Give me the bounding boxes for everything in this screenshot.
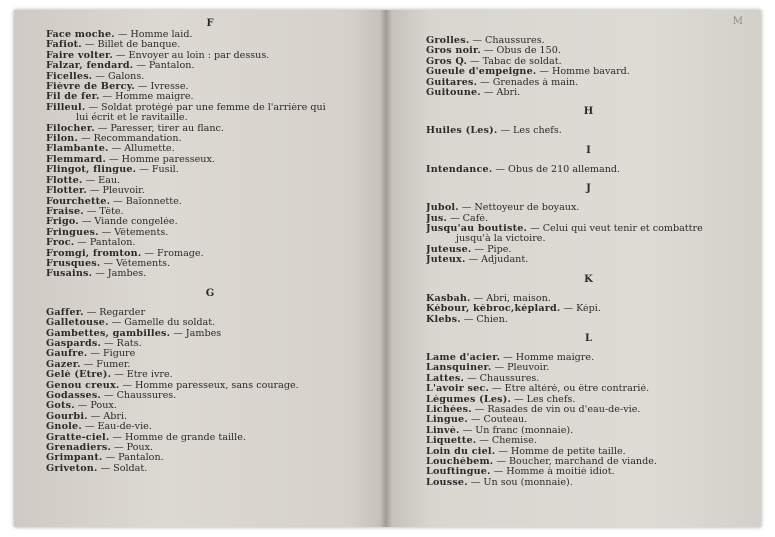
glossary-entry <box>46 464 374 474</box>
entry-dash: — <box>470 415 481 426</box>
book-spread <box>14 10 761 527</box>
entry-term: Jus. <box>426 213 448 224</box>
glossary-entry <box>426 395 751 405</box>
left-page <box>14 10 386 527</box>
glossary-entry <box>426 415 751 425</box>
entry-dash: — <box>493 467 504 478</box>
entry-dash: — <box>90 349 101 360</box>
entry-definition: Homme maigre. <box>515 352 595 363</box>
entry-definition: Figure <box>103 349 136 360</box>
entry-definition: Un franc (monnaie). <box>475 425 574 436</box>
glossary-entry <box>46 124 374 134</box>
entry-term: Faire volter. <box>46 50 113 61</box>
entry-dash: — <box>492 384 502 395</box>
entry-definition: Abri, maison. <box>486 293 551 304</box>
entry-dash: — <box>100 463 111 474</box>
entry-dash: — <box>479 436 489 447</box>
entry-term: Fusains. <box>46 269 93 280</box>
entry-dash: — <box>101 227 112 238</box>
entry-term: Jusqu'au boutiste. <box>426 224 528 235</box>
section-letter: I <box>586 144 591 156</box>
entry-definition: Fumer. <box>96 359 131 370</box>
glossary-entry <box>46 82 374 92</box>
entry-term: Fil de fer. <box>46 92 100 103</box>
entry-definition: Chaussures. <box>479 373 540 384</box>
entry-continuation: lui écrit et le ravitaille. <box>76 112 188 124</box>
glossary-entry <box>46 61 374 71</box>
glossary-entry <box>46 401 374 411</box>
entry-definition: Chaussures. <box>484 36 545 46</box>
entry-definition: Jambes. <box>107 269 147 280</box>
glossary-entry <box>46 197 374 207</box>
right-page <box>386 10 761 527</box>
entry-definition: Etre ivre. <box>126 370 173 381</box>
glossary-entry <box>46 155 374 165</box>
glossary-entry <box>46 443 374 453</box>
section-letter: K <box>584 273 593 285</box>
entry-dash: — <box>136 61 146 72</box>
glossary-entry <box>426 78 751 88</box>
entry-definition: Allumette. <box>124 144 175 155</box>
entry-dash: — <box>474 244 485 255</box>
entry-dash: — <box>115 50 126 61</box>
entry-definition: Homme bavard. <box>552 67 630 78</box>
entry-term: Lansquiner. <box>426 363 492 374</box>
section-gap <box>426 157 751 165</box>
entry-term: Klebs. <box>426 314 461 325</box>
entry-term: Huiles (Les). <box>426 126 498 137</box>
entry-definition: Tabac de soldat. <box>482 56 562 67</box>
glossary-entry <box>46 391 374 401</box>
glossary-entry <box>426 46 751 56</box>
entry-term: Gourbi. <box>46 411 88 422</box>
entry-term: Juteux. <box>426 255 466 266</box>
section-gap <box>426 266 751 274</box>
entry-term: Légumes (Les). <box>426 394 511 405</box>
entry-term: Fafiot. <box>46 40 82 51</box>
entry-definition: Chien. <box>476 314 508 325</box>
entry-dash: — <box>84 422 95 433</box>
glossary-entry <box>46 412 374 422</box>
entry-term: Grenadiers. <box>46 443 111 454</box>
entry-definition: Homme de grande taille. <box>124 432 246 443</box>
entry-dash: — <box>472 36 482 46</box>
entry-definition: Gamelle du soldat. <box>124 318 216 329</box>
entry-definition: Homme à moitié idiot. <box>506 467 615 478</box>
entry-dash: — <box>113 196 123 207</box>
entry-term: Intendance. <box>426 164 493 175</box>
entry-definition: Pantalon. <box>148 61 195 72</box>
entry-definition: Boucher, marchand de viande. <box>508 456 657 467</box>
entry-dash: — <box>514 394 524 405</box>
entry-term: Griveton. <box>46 463 98 474</box>
entry-dash: — <box>77 401 88 412</box>
glossary-entry <box>46 433 374 443</box>
entry-term: Fromgi, fromton. <box>46 248 142 259</box>
entry-definition: Soldat. <box>113 463 148 474</box>
glossary-entry <box>46 308 374 318</box>
glossary-entry <box>46 339 374 349</box>
section-gap <box>426 195 751 203</box>
entry-dash: — <box>480 77 490 88</box>
glossary-entry <box>426 88 751 98</box>
entry-dash: — <box>117 30 128 40</box>
section-gap <box>426 175 751 183</box>
entry-term: Galletouse. <box>46 318 109 329</box>
entry-definition: Chemise. <box>491 436 537 447</box>
entry-dash: — <box>563 304 574 315</box>
glossary-entry <box>46 51 374 61</box>
entry-dash: — <box>111 318 122 329</box>
entry-term: Gaspards. <box>46 338 102 349</box>
glossary-entry <box>46 349 374 359</box>
glossary-entry <box>426 467 751 477</box>
entry-definition: Eau-de-vie. <box>97 422 152 433</box>
entry-dash: — <box>500 126 511 137</box>
entry-dash: — <box>496 456 506 467</box>
glossary-entry <box>46 370 374 380</box>
entry-definition: Fromage. <box>156 248 204 259</box>
section-gap <box>46 300 374 308</box>
glossary-entry <box>46 360 374 370</box>
glossary-entry <box>46 318 374 328</box>
entry-definition: Regarder <box>99 307 146 318</box>
glossary-entry <box>46 207 374 217</box>
entry-definition: Obus de 150. <box>496 46 561 57</box>
glossary-entry <box>426 165 751 175</box>
entry-term: Fourchette. <box>46 196 111 207</box>
entry-definition: Café. <box>462 213 488 224</box>
entry-dash: — <box>462 425 473 436</box>
glossary-entry <box>426 478 751 488</box>
entry-term: Grimpant. <box>46 453 103 464</box>
entry-definition: Galons. <box>107 71 145 82</box>
section-letter: G <box>205 287 215 299</box>
entry-term: Flotter. <box>46 186 87 197</box>
glossary-entry <box>426 36 751 46</box>
entry-definition: Obus de 210 allemand. <box>507 164 621 175</box>
entry-definition: Homme maigre. <box>115 92 194 103</box>
entry-dash: — <box>95 71 105 82</box>
glossary-entry <box>46 269 374 279</box>
entry-dash: — <box>503 352 513 363</box>
glossary-entry <box>46 381 374 391</box>
entry-definition: Pleuvoir. <box>507 363 550 374</box>
entry-term: Loin du ciel. <box>426 446 496 457</box>
entry-dash: — <box>86 307 97 318</box>
glossary-entry <box>426 457 751 467</box>
entry-definition: Soldat protégé par une femme de l'arrière qui <box>101 102 326 113</box>
entry-definition: Poux. <box>126 443 154 454</box>
entry-definition: Abri. <box>496 88 521 99</box>
entry-term: Froc. <box>46 238 75 249</box>
glossary-entry <box>46 176 374 186</box>
entry-term: Flemmard. <box>46 154 106 165</box>
entry-dash: — <box>97 123 108 134</box>
glossary-entry <box>426 353 751 363</box>
entry-term: Juteuse. <box>426 244 472 255</box>
entry-dash: — <box>494 363 505 374</box>
glossary-entry <box>426 436 751 446</box>
entry-dash: — <box>530 224 540 235</box>
glossary-entry <box>426 384 751 394</box>
entry-term: Gaufre. <box>46 349 88 360</box>
entry-definition: Viande congelée. <box>94 217 178 228</box>
entry-dash: — <box>105 453 116 464</box>
entry-term: Gros Q. <box>426 56 468 67</box>
entry-term: Frigo. <box>46 217 79 228</box>
glossary-entry <box>46 422 374 432</box>
entry-term: Louchébem. <box>426 456 494 467</box>
entry-term: Flingot, flingue. <box>46 165 137 176</box>
entry-dash: — <box>114 370 124 381</box>
entry-term: Liquette. <box>426 436 477 447</box>
entry-term: Kébour, kébroc,képlard. <box>426 304 561 315</box>
glossary-entry <box>426 214 751 224</box>
entry-term: Gaffer. <box>46 307 84 318</box>
entry-term: Gots. <box>46 401 75 412</box>
entry-term: Lingue. <box>426 415 468 426</box>
entry-dash: — <box>467 373 477 384</box>
entry-dash: — <box>473 293 484 304</box>
entry-term: Godasses. <box>46 391 101 401</box>
glossary-entry <box>426 245 751 255</box>
entry-term: L'avoir sec. <box>426 384 489 395</box>
entry-dash: — <box>122 380 133 391</box>
entry-definition: Homme paresseux. <box>121 154 215 165</box>
entry-dash: — <box>139 165 149 176</box>
glossary-entry <box>426 405 751 415</box>
entry-definition: Les chefs. <box>513 126 562 137</box>
entry-term: Fringues. <box>46 227 99 238</box>
entry-definition: Abri. <box>103 411 128 422</box>
glossary-entry <box>46 249 374 259</box>
glossary-entry <box>426 374 751 384</box>
entry-term: Flambante. <box>46 144 109 155</box>
glossary-entry <box>46 453 374 463</box>
entry-dash: — <box>483 46 494 57</box>
entry-term: Grolles. <box>426 36 470 46</box>
entry-dash: — <box>463 314 474 325</box>
entry-definition: Un sou (monnaie). <box>483 477 573 488</box>
entry-definition: Celui qui veut tenir et combattre <box>542 224 703 235</box>
glossary-entry <box>46 30 374 40</box>
entry-term: Filon. <box>46 134 79 145</box>
entry-dash: — <box>461 203 472 214</box>
section-gap <box>46 280 374 288</box>
entry-definition: Couteau. <box>483 415 528 426</box>
glossary-entry <box>426 203 751 213</box>
glossary-entry <box>46 259 374 269</box>
entry-dash: — <box>112 432 122 443</box>
entry-term: Fraise. <box>46 206 84 217</box>
glossary-entry <box>46 186 374 196</box>
section-gap <box>426 98 751 106</box>
entry-dash: — <box>137 82 148 93</box>
entry-term: Flotte. <box>46 175 83 186</box>
glossary-entry <box>426 294 751 304</box>
entry-term: Gazer. <box>46 359 81 370</box>
entry-dash: — <box>77 238 87 249</box>
entry-definition: Envoyer au loin : par dessus. <box>128 50 270 61</box>
entry-dash: — <box>89 186 100 197</box>
entry-definition: Billet de banque. <box>97 40 181 51</box>
section-gap <box>426 325 751 333</box>
entry-term: Guitares. <box>426 77 478 88</box>
entry-definition: Homme de petite taille. <box>510 446 626 457</box>
entry-term: Gros noir. <box>426 46 481 57</box>
section-gap <box>426 137 751 145</box>
entry-definition: Les chefs. <box>526 394 576 405</box>
entry-definition: Pantalon. <box>118 453 164 464</box>
glossary-entry <box>46 228 374 238</box>
entry-definition: Vêtements. <box>114 227 169 238</box>
entry-definition: Grenades à main. <box>492 77 579 88</box>
glossary-entry <box>426 426 751 436</box>
entry-dash: — <box>81 134 91 145</box>
entry-term: Fièvre de Bercy. <box>46 82 135 93</box>
glossary-entry <box>46 329 374 339</box>
entry-dash: — <box>468 255 479 266</box>
glossary-entry <box>46 165 374 175</box>
entry-dash: — <box>90 411 101 422</box>
entry-definition: Képi. <box>576 304 601 315</box>
glossary-entry <box>46 144 374 154</box>
section-letter: F <box>206 18 214 29</box>
glossary-entry <box>426 447 751 457</box>
entry-definition: Chaussures. <box>116 391 177 401</box>
entry-definition: Ivresse. <box>150 82 189 93</box>
entry-term: Lattes. <box>426 373 465 384</box>
entry-dash: — <box>470 477 481 488</box>
glossary-entry <box>46 92 374 102</box>
entry-definition: Pleuvoir. <box>102 186 145 197</box>
entry-term: Gelé (Etre). <box>46 370 112 381</box>
entry-dash: — <box>88 102 99 113</box>
glossary-entry <box>426 126 751 136</box>
section-gap <box>426 286 751 294</box>
section-letter: L <box>584 332 593 344</box>
glossary-entry <box>46 40 374 50</box>
section-gap <box>426 345 751 353</box>
entry-definition: Homme paresseux, sans courage. <box>135 380 299 391</box>
entry-term: Jubol. <box>426 203 459 214</box>
glossary-entry <box>46 134 374 144</box>
entry-dash: — <box>539 67 550 78</box>
entry-definition: Rasades de vin ou d'eau-de-vie. <box>487 404 641 415</box>
entry-dash: — <box>103 391 114 401</box>
entry-dash: — <box>474 404 485 415</box>
entry-dash: — <box>495 164 505 175</box>
entry-dash: — <box>85 175 96 186</box>
glossary-entry <box>46 238 374 248</box>
entry-term: Face moche. <box>46 30 115 40</box>
entry-dash: — <box>86 206 97 217</box>
entry-dash: — <box>450 213 460 224</box>
section-gap <box>426 118 751 126</box>
entry-definition: Etre altéré, ou être contrarié. <box>504 384 650 395</box>
glossary-entry <box>426 315 751 325</box>
corner-mark: M <box>732 16 743 27</box>
entry-dash: — <box>102 92 113 103</box>
entry-definition: Adjudant. <box>481 255 529 266</box>
entry-dash: — <box>114 443 124 454</box>
entry-term: Gnole. <box>46 422 82 433</box>
entry-continuation: jusqu'à la victoire. <box>456 233 546 245</box>
entry-dash: — <box>84 40 95 51</box>
section-letter: H <box>583 106 594 118</box>
entry-dash: — <box>95 269 105 280</box>
entry-term: Kasbah. <box>426 293 471 304</box>
entry-definition: Vêtements. <box>116 258 171 269</box>
glossary-entry <box>426 67 751 77</box>
entry-dash: — <box>81 217 92 228</box>
glossary-entry <box>46 217 374 227</box>
entry-dash: — <box>173 328 183 339</box>
entry-definition: Fusil. <box>151 165 179 176</box>
entry-definition: Homme laid. <box>130 30 193 40</box>
entry-dash: — <box>103 258 113 269</box>
entry-dash: — <box>111 144 122 155</box>
entry-term: Guitoune. <box>426 88 481 99</box>
entry-term: Frusques. <box>46 258 101 269</box>
glossary-entry <box>426 363 751 373</box>
entry-definition: Poux. <box>90 401 117 412</box>
entry-term: Gueule d'empeigne. <box>426 67 537 78</box>
entry-definition: Tête. <box>99 206 124 217</box>
entry-dash: — <box>144 248 154 259</box>
glossary-entry <box>426 255 751 265</box>
entry-definition: Nettoyeur de boyaux. <box>474 203 580 214</box>
entry-term: Falzar, fendard. <box>46 61 134 72</box>
glossary-entry <box>426 304 751 314</box>
entry-term: Louftingue. <box>426 467 491 478</box>
glossary-entry <box>426 57 751 67</box>
entry-term: Linvé. <box>426 425 460 436</box>
entry-definition: Recommandation. <box>93 134 182 145</box>
section-letter: J <box>586 183 591 195</box>
right-column <box>426 36 751 488</box>
entry-term: Genou creux. <box>46 380 120 391</box>
entry-term: Lichées. <box>426 404 472 415</box>
entry-definition: Eau. <box>98 175 121 186</box>
entry-dash: — <box>83 359 94 370</box>
entry-term: Lousse. <box>426 477 468 488</box>
entry-definition: Paresser, tirer au flanc. <box>110 123 224 134</box>
left-column <box>46 18 374 474</box>
entry-definition: Jambes <box>185 328 222 339</box>
entry-definition: Baïonnette. <box>125 196 182 207</box>
entry-definition: Pipe. <box>487 244 512 255</box>
entry-definition: Pantalon. <box>89 238 136 249</box>
entry-term: Lame d'acier. <box>426 352 501 363</box>
entry-dash: — <box>108 154 119 165</box>
entry-definition: Rats. <box>116 338 142 349</box>
entry-term: Filocher. <box>46 123 95 134</box>
entry-term: Gambettes, gambilles. <box>46 328 171 339</box>
entry-dash: — <box>470 56 480 67</box>
entry-dash: — <box>483 88 494 99</box>
entry-term: Filleul. <box>46 102 86 113</box>
entry-dash: — <box>104 338 114 349</box>
entry-term: Ficelles. <box>46 71 93 82</box>
glossary-entry <box>46 72 374 82</box>
entry-dash: — <box>498 446 508 457</box>
entry-term: Gratte-ciel. <box>46 432 110 443</box>
